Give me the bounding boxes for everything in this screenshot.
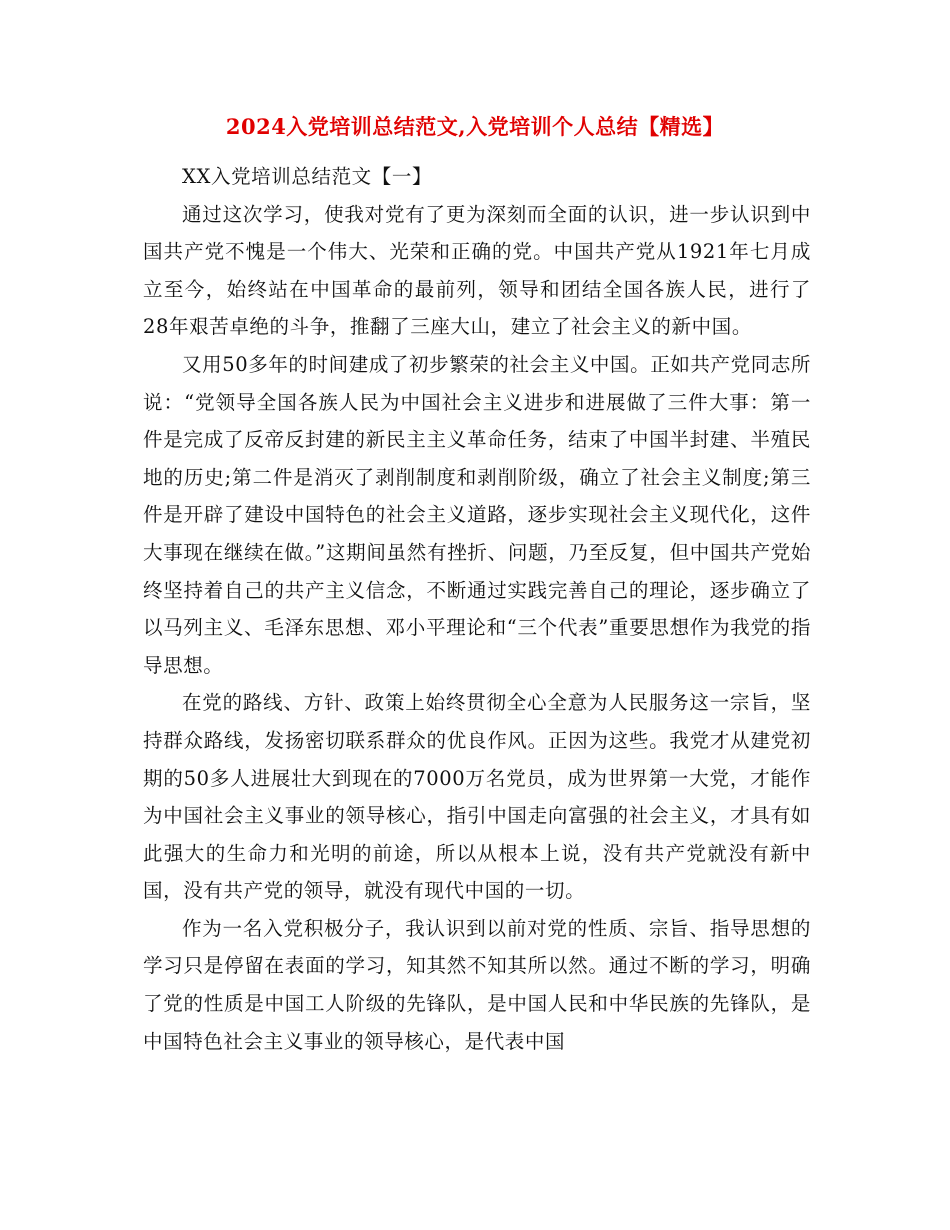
document-body [143, 158, 811, 1060]
section-heading: XX入党培训总结范文【一】 [182, 165, 433, 188]
paragraph-1: 通过这次学习，使我对党有了更为深刻而全面的认识，进一步认识到中国共产党不愧是一个伟大、光荣和正确的党。中国共产党从1921年七月成立至今，始终站在中国革命的最前列，领导和团结全国各族人民，进行了28年艰苦卓绝的斗争，推翻了三座大山，建立了社会主义的新中国。 [143, 202, 811, 339]
paragraph-2: 又用50多年的时间建成了初步繁荣的社会主义中国。正如共产党同志所说：“党领导全国各族人民为中国社会主义进步和进展做了三件大事：第一件是完成了反帝反封建的新民主主义革命任务，结束了中国半封建、半殖民地的历史;第二件是消灭了剥削制度和剥削阶级，确立了社会主义制度;第三件是开辟了建设中国特色的社会主义道路，逐步实现社会主义现代化，这件大事现在继续在做。”这期间虽然有挫折、问题，乃至反复，但中国共产党始终坚持着自己的共产主义信念，不断通过实践完善自己的理论，逐步确立了以马列主义、毛泽东思想、邓小平理论和“三个代表”重要思想作为我党的指导思想。 [143, 352, 812, 677]
paragraph-3: 在党的路线、方针、政策上始终贯彻全心全意为人民服务这一宗旨，坚持群众路线，发扬密切联系群众的优良作风。正因为这些。我党才从建党初期的50多人进展壮大到现在的7000万名党员，成为世界第一大党，才能作为中国社会主义事业的领导核心，指引中国走向富强的社会主义，才具有如此强大的生命力和光明的前途，所以从根本上说，没有共产党就没有新中国，没有共产党的领导，就没有现代中国的一切。 [143, 691, 811, 903]
document-title: 2024入党培训总结范文,入党培训个人总结【精选】 [225, 114, 725, 139]
paragraph-4: 作为一名入党积极分子，我认识到以前对党的性质、宗旨、指导思想的学习只是停留在表面的学习，知其然不知其所以然。通过不断的学习，明确了党的性质是中国工人阶级的先锋队，是中国人民和中华民族的先锋队，是中国特色社会主义事业的领导核心，是代表中国 [143, 916, 811, 1053]
